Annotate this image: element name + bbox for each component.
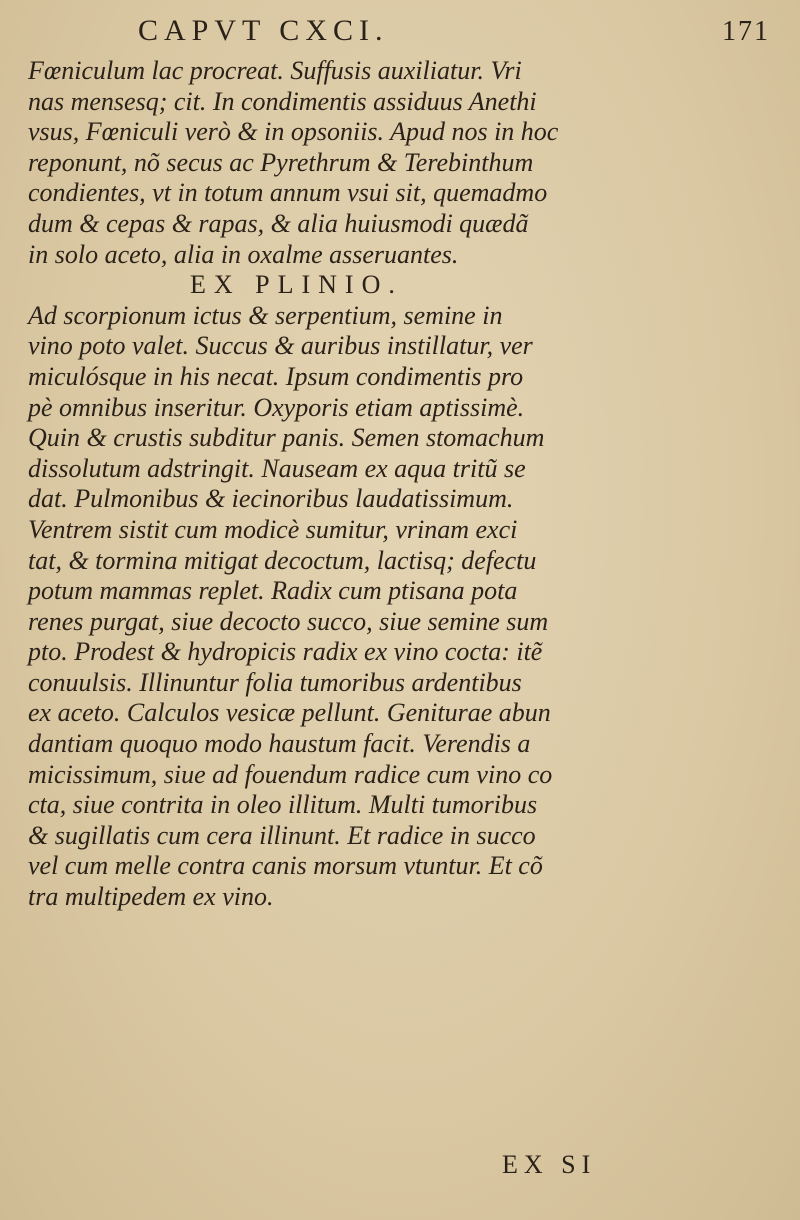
catchword: EX SI xyxy=(502,1150,597,1179)
body-text xyxy=(28,56,668,913)
text-line: tat, & tormina mitigat decoctum, lactisq; defectu xyxy=(28,545,537,575)
text-line: Fœniculum lac procreat. Suffusis auxiliatur. Vri xyxy=(28,56,522,85)
text-line: pto. Prodest & hydropicis radix ex vino cocta: itẽ xyxy=(28,637,543,667)
text-line: Ventrem sistit cum modicè sumitur, vrinam exci xyxy=(28,514,518,544)
text-line: pè omnibus inseritur. Oxyporis etiam aptissimè. xyxy=(28,392,525,422)
text-line: ex aceto. Calculos vesicæ pellunt. Geniturae abun xyxy=(28,698,551,728)
text-line: dissolutum adstringit. Nauseam ex aqua tritũ se xyxy=(28,453,526,483)
text-line: condientes, vt in totum annum vsui sit, quemadmo xyxy=(28,178,548,208)
text-line: dantiam quoquo modo haustum facit. Verendis a xyxy=(28,729,531,759)
text-line: potum mammas replet. Radix cum ptisana pota xyxy=(28,576,518,606)
running-head: CAPVT CXCI. xyxy=(138,14,389,47)
page-number: 171 xyxy=(722,16,770,47)
text-line: conuulsis. Illinuntur folia tumoribus ardentibus xyxy=(28,667,522,697)
text-line: miculósque in his necat. Ipsum condimentis pro xyxy=(28,361,524,391)
text-line: Ad scorpionum ictus & serpentium, semine in xyxy=(28,300,503,330)
text-line: Quin & crustis subditur panis. Semen stomachum xyxy=(28,423,545,453)
text-line: tra multipedem ex vino. xyxy=(28,882,274,912)
text-line: renes purgat, siue decocto succo, siue semine sum xyxy=(28,606,549,636)
text-line: vino poto valet. Succus & auribus instillatur, ver xyxy=(28,331,533,361)
text-line: vsus, Fœniculi verò & in opsoniis. Apud nos in hoc xyxy=(28,117,559,147)
text-line: micissimum, siue ad fouendum radice cum vino co xyxy=(28,759,553,789)
text-line: & sugillatis cum cera illinunt. Et radice in succo xyxy=(28,820,536,850)
text-line: in solo aceto, alia in oxalme asseruantes. xyxy=(28,239,459,269)
text-line: cta, siue contrita in oleo illitum. Multi tumoribus xyxy=(28,790,538,820)
text-line: nas mensesq; cit. In condimentis assiduus Anethi xyxy=(28,86,537,116)
section-heading: EX PLINIO. xyxy=(190,270,403,300)
page-header xyxy=(0,14,800,54)
text-line: dum & cepas & rapas, & alia huiusmodi quædã xyxy=(28,208,529,238)
text-line: dat. Pulmonibus & iecinoribus laudatissimum. xyxy=(28,484,514,514)
text-line: reponunt, nõ secus ac Pyrethrum & Terebinthum xyxy=(28,147,534,177)
text-line: vel cum melle contra canis morsum vtuntur. Et cõ xyxy=(28,851,543,881)
